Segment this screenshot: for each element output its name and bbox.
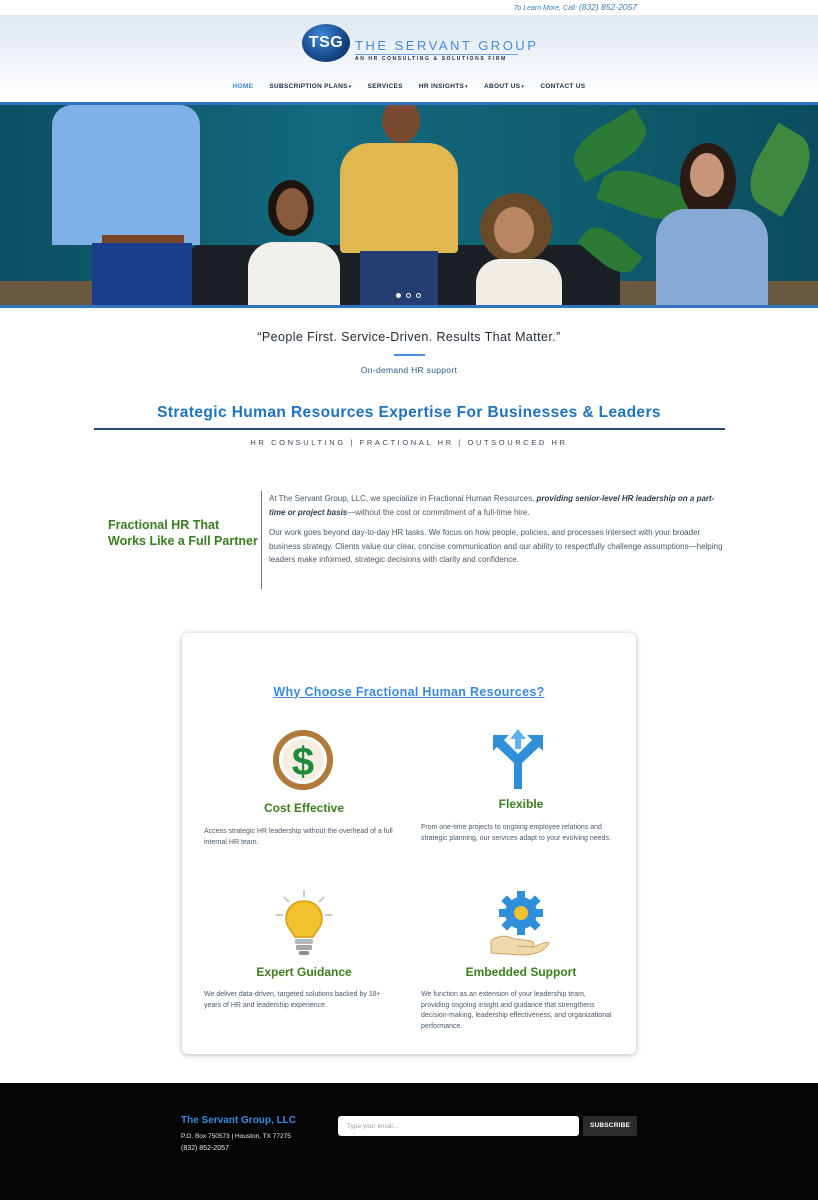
nav-hr-insights-label: HR INSIGHTS: [418, 83, 465, 90]
feature-flexible: [421, 725, 621, 865]
feature-cost-effective: [204, 725, 404, 865]
hero-plant: [565, 108, 654, 183]
nav-services[interactable]: [368, 83, 403, 90]
slider-dot[interactable]: [406, 293, 411, 298]
p1-start: At The Servant Group, LLC, we specialize in Fractional Human Resources,: [269, 494, 537, 503]
subscribe-button[interactable]: SUBSCRIBE: [583, 1116, 637, 1136]
feature-text: Access strategic HR leadership without the overhead of a full internal HR team.: [204, 828, 393, 846]
top-phone-link[interactable]: (832) 852-2057: [578, 2, 637, 12]
feature-title: Expert Guidance: [256, 965, 352, 979]
hero-plant-leaf: [738, 123, 818, 217]
split-arrows-icon: [489, 727, 547, 791]
nav-contact-us[interactable]: [540, 83, 585, 90]
slider-dot[interactable]: [416, 293, 421, 298]
hero-slider[interactable]: [0, 105, 818, 308]
footer-address: P.O. Box 750573 | Houston, TX 77275: [181, 1133, 291, 1140]
nav-about-us[interactable]: [484, 83, 524, 90]
chevron-down-icon: ▾: [521, 84, 525, 90]
logo-tagline: AN HR CONSULTING & SOLUTIONS FIRM: [355, 56, 507, 62]
email-field[interactable]: [338, 1116, 579, 1136]
nav-contact-us-label: CONTACT US: [540, 83, 586, 90]
logo-initials: TSG: [308, 34, 344, 51]
why-fractional-card: [182, 633, 636, 1054]
fractional-paragraph-1: [269, 492, 724, 519]
slider-dot[interactable]: [396, 293, 401, 298]
chevron-down-icon: ▾: [465, 84, 468, 90]
cta-text: To Learn More, Call:: [513, 5, 577, 12]
chevron-down-icon: ▾: [348, 84, 352, 90]
nav-hr-insights[interactable]: [419, 83, 468, 90]
p1-end: —without the cost or commitment of a full-time hire.: [347, 507, 530, 517]
main-nav: [0, 83, 818, 90]
quote-divider: [394, 354, 425, 356]
logo-divider: [355, 54, 518, 55]
feature-title: Embedded Support: [465, 965, 577, 979]
site-logo[interactable]: [302, 24, 539, 64]
fractional-paragraph-2: Our work goes beyond day-to-day HR tasks. We focus on how people, policies, and processes intersect with your broader business strategy. Clients value our clear, concise communication and our ability to respectfully challenge assumptions—helping leaders make informed, strategic decisions with clarity and confidence.: [269, 528, 723, 564]
feature-text: From one-time projects to ongoing employee relations and strategic planning, our services adapt to your evolving needs.: [421, 824, 611, 842]
feature-embedded-support: [421, 889, 621, 1049]
quote-subtext: On-demand HR support: [360, 365, 458, 375]
logo-brand-name: THE SERVANT GROUP: [355, 38, 539, 53]
services-list: HR CONSULTING | FRACTIONAL HR | OUTSOURCED HR: [250, 438, 568, 447]
nav-subscription-plans[interactable]: [269, 83, 351, 90]
feature-title: Flexible: [498, 797, 544, 811]
fractional-divider: [261, 491, 262, 589]
p1-emphasis: providing senior-level HR leadership on a part-time or project basis: [269, 494, 715, 517]
quote-text: “People First. Service-Driven. Results That Matter.”: [257, 330, 561, 344]
nav-about-us-label: ABOUT US: [484, 83, 521, 90]
headline-divider: [94, 428, 725, 430]
main-headline: Strategic Human Resources Expertise For Businesses & Leaders: [157, 404, 661, 421]
footer-company-name: The Servant Group, LLC: [181, 1115, 297, 1126]
fractional-description: [269, 492, 724, 574]
gear-hand-icon: [487, 889, 551, 959]
slider-dots: [396, 293, 426, 301]
fractional-title: Fractional HR That Works Like a Full Partner: [108, 518, 258, 548]
top-bar: [0, 0, 818, 16]
svg-text:$: $: [291, 740, 315, 784]
feature-text: We function as an extension of your leadership team, providing ongoing insight and guidance that strengthens decision-making, leadership effectiveness, and organizational performance.: [421, 991, 612, 1030]
feature-title: Cost Effective: [263, 801, 345, 815]
call-to-action[interactable]: [514, 2, 637, 12]
nav-home-label: HOME: [232, 83, 254, 90]
site-footer: [0, 1083, 818, 1200]
nav-subscription-plans-label: SUBSCRIPTION PLANS: [269, 83, 348, 90]
lightbulb-icon: [274, 889, 334, 959]
why-title[interactable]: Why Choose Fractional Human Resources?: [273, 685, 545, 699]
feature-text: We deliver data-driven, targeted solutions backed by 18+ years of HR and leadership experience.: [204, 991, 381, 1009]
feature-expert-guidance: [204, 889, 404, 1029]
site-header: [0, 16, 818, 105]
nav-services-label: SERVICES: [367, 83, 403, 90]
footer-phone[interactable]: (832) 852-2057: [181, 1145, 229, 1152]
nav-home[interactable]: [233, 83, 254, 90]
dollar-icon: [272, 727, 334, 793]
